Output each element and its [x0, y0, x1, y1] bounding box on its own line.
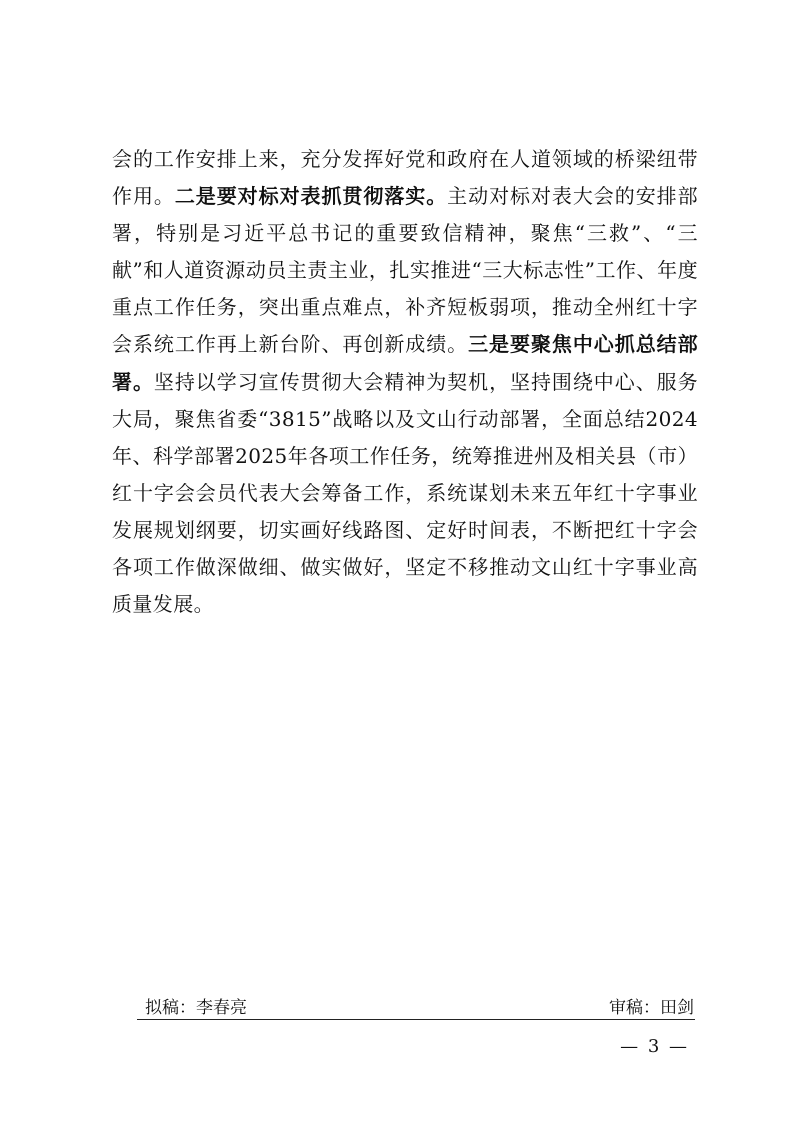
paragraph-text: 会的工作安排上来，充分发挥好党和政府在人道领域的桥梁纽带作用。 — [112, 147, 698, 209]
page-number: — 3 — — [620, 1036, 689, 1057]
bold-heading-point-two: 二是要对标对表抓贯彻落实。 — [174, 184, 448, 209]
footer-divider — [137, 1019, 695, 1020]
body-paragraph — [112, 141, 698, 623]
paragraph-text: 坚持以学习宣传贯彻大会精神为契机，坚持围绕中心、服务大局，聚焦省委“3815”战略以及文山行动部署，全面总结2024年、科学部署2025年各项工作任务，统筹推进州及相关县（市）红十字会会员代表大会筹备工作，系统谋划未来五年红十字事业发展规划纲要，切实画好线路图、定好时间表，不断把红十字会各项工作做深做细、做实做好，坚定不移推动文山红十字事业高质量发展。 — [112, 369, 698, 617]
bold-heading-point-three: 三是要聚焦中心抓总结部署。 — [112, 332, 698, 394]
reviewer-label: 审稿：田剑 — [609, 998, 694, 1018]
paragraph-text: 主动对标对表大会的安排部署，特别是习近平总书记的重要致信精神，聚焦“三救”、“三献”和人道资源动员主责主业，扎实推进“三大标志性”工作、年度重点工作任务，突出重点难点，补齐短板弱项，推动全州红十字会系统工作再上新台阶、再创新成绩。 — [112, 184, 698, 357]
drafter-label: 拟稿：李春亮 — [145, 998, 247, 1018]
